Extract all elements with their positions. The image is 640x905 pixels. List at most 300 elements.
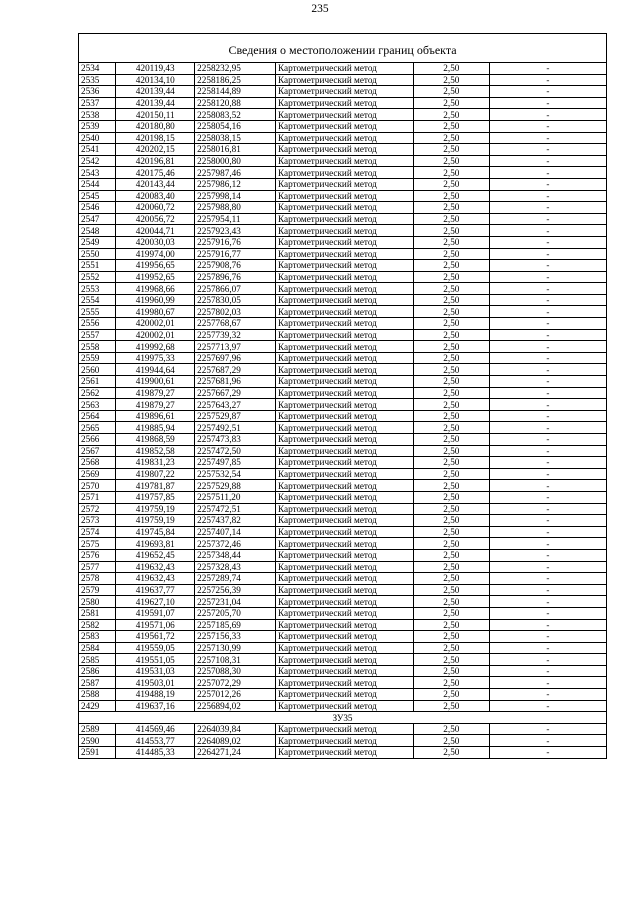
- coord-y: 2257986,12: [195, 178, 276, 190]
- coord-x: 420139,44: [116, 86, 195, 98]
- table-row: [79, 410, 607, 422]
- table-row: [79, 619, 607, 631]
- method: Картометрический метод: [276, 86, 414, 98]
- note: -: [489, 225, 606, 237]
- note: -: [489, 178, 606, 190]
- note: -: [489, 364, 606, 376]
- point-number: 2558: [79, 341, 116, 353]
- point-number: 2561: [79, 376, 116, 388]
- accuracy: 2,50: [413, 132, 489, 144]
- coord-x: 419831,23: [116, 457, 195, 469]
- coord-y: 2257511,20: [195, 491, 276, 503]
- point-number: 2559: [79, 352, 116, 364]
- method: Картометрический метод: [276, 236, 414, 248]
- point-number: 2566: [79, 434, 116, 446]
- note: -: [489, 607, 606, 619]
- table-row: [79, 167, 607, 179]
- coord-y: 2257908,76: [195, 260, 276, 272]
- coord-x: 419757,85: [116, 491, 195, 503]
- point-number: 2581: [79, 607, 116, 619]
- point-number: 2547: [79, 213, 116, 225]
- coord-y: 2257472,50: [195, 445, 276, 457]
- point-number: 2585: [79, 654, 116, 666]
- coord-y: 2258016,81: [195, 144, 276, 156]
- point-number: 2584: [79, 642, 116, 654]
- coord-x: 419879,27: [116, 387, 195, 399]
- coord-y: 2257739,32: [195, 329, 276, 341]
- point-number: 2570: [79, 480, 116, 492]
- note: -: [489, 468, 606, 480]
- point-number: 2537: [79, 97, 116, 109]
- table-row: [79, 271, 607, 283]
- coord-x: 420134,10: [116, 74, 195, 86]
- accuracy: 2,50: [413, 434, 489, 446]
- coord-y: 2257492,51: [195, 422, 276, 434]
- accuracy: 2,50: [413, 236, 489, 248]
- coord-y: 2257988,80: [195, 202, 276, 214]
- note: -: [489, 434, 606, 446]
- table-row: [79, 190, 607, 202]
- accuracy: 2,50: [413, 178, 489, 190]
- coord-y: 2257896,76: [195, 271, 276, 283]
- table-row: [79, 318, 607, 330]
- coord-y: 2257987,46: [195, 167, 276, 179]
- method: Картометрический метод: [276, 700, 414, 712]
- table-row: [79, 178, 607, 190]
- method: Картометрический метод: [276, 619, 414, 631]
- coord-x: 420119,43: [116, 63, 195, 75]
- note: -: [489, 376, 606, 388]
- accuracy: 2,50: [413, 607, 489, 619]
- method: Картометрический метод: [276, 735, 414, 747]
- table-row: [79, 677, 607, 689]
- accuracy: 2,50: [413, 120, 489, 132]
- accuracy: 2,50: [413, 306, 489, 318]
- accuracy: 2,50: [413, 202, 489, 214]
- accuracy: 2,50: [413, 677, 489, 689]
- method: Картометрический метод: [276, 213, 414, 225]
- accuracy: 2,50: [413, 63, 489, 75]
- table-row: [79, 503, 607, 515]
- point-number: 2540: [79, 132, 116, 144]
- note: -: [489, 422, 606, 434]
- coord-y: 2257130,99: [195, 642, 276, 654]
- note: -: [489, 248, 606, 260]
- note: -: [489, 202, 606, 214]
- coord-x: 419980,67: [116, 306, 195, 318]
- point-number: 2573: [79, 515, 116, 527]
- coord-x: 419852,58: [116, 445, 195, 457]
- table-row: [79, 74, 607, 86]
- accuracy: 2,50: [413, 341, 489, 353]
- method: Картометрический метод: [276, 294, 414, 306]
- point-number: 2579: [79, 584, 116, 596]
- table-row: [79, 457, 607, 469]
- point-number: 2588: [79, 689, 116, 701]
- method: Картометрический метод: [276, 271, 414, 283]
- coord-y: 2257231,04: [195, 596, 276, 608]
- point-number: 2569: [79, 468, 116, 480]
- accuracy: 2,50: [413, 596, 489, 608]
- accuracy: 2,50: [413, 86, 489, 98]
- accuracy: 2,50: [413, 584, 489, 596]
- table-row: [79, 747, 607, 759]
- table-row: [79, 109, 607, 121]
- coord-x: 419975,33: [116, 352, 195, 364]
- accuracy: 2,50: [413, 480, 489, 492]
- point-number: 2578: [79, 573, 116, 585]
- note: -: [489, 213, 606, 225]
- coord-y: 2264271,24: [195, 747, 276, 759]
- table-row: [79, 376, 607, 388]
- table-row: [79, 260, 607, 272]
- point-number: 2586: [79, 665, 116, 677]
- point-number: 2589: [79, 723, 116, 735]
- coord-x: 419632,43: [116, 561, 195, 573]
- coord-x: 419968,66: [116, 283, 195, 295]
- coord-x: 419960,99: [116, 294, 195, 306]
- point-number: 2590: [79, 735, 116, 747]
- coord-y: 2257923,43: [195, 225, 276, 237]
- coord-x: 419992,68: [116, 341, 195, 353]
- accuracy: 2,50: [413, 503, 489, 515]
- coord-y: 2258232,95: [195, 63, 276, 75]
- note: -: [489, 341, 606, 353]
- method: Картометрический метод: [276, 248, 414, 260]
- coord-x: 419559,05: [116, 642, 195, 654]
- section-label: ЗУ35: [79, 712, 607, 724]
- point-number: 2548: [79, 225, 116, 237]
- coord-x: 420030,03: [116, 236, 195, 248]
- coord-y: 2257830,05: [195, 294, 276, 306]
- method: Картометрический метод: [276, 155, 414, 167]
- method: Картометрический метод: [276, 190, 414, 202]
- method: Картометрический метод: [276, 422, 414, 434]
- table-row: [79, 538, 607, 550]
- page-number: 235: [311, 3, 329, 15]
- method: Картометрический метод: [276, 468, 414, 480]
- note: -: [489, 665, 606, 677]
- point-number: 2575: [79, 538, 116, 550]
- table-row: [79, 213, 607, 225]
- coord-x: 420002,01: [116, 329, 195, 341]
- coord-x: 419896,61: [116, 410, 195, 422]
- coord-y: 2257289,74: [195, 573, 276, 585]
- table-row: [79, 549, 607, 561]
- coord-x: 419637,16: [116, 700, 195, 712]
- table-row: [79, 526, 607, 538]
- point-number: 2546: [79, 202, 116, 214]
- coord-x: 419759,19: [116, 515, 195, 527]
- coord-y: 2257348,44: [195, 549, 276, 561]
- coord-y: 2257529,87: [195, 410, 276, 422]
- point-number: 2556: [79, 318, 116, 330]
- coord-x: 419879,27: [116, 399, 195, 411]
- accuracy: 2,50: [413, 654, 489, 666]
- point-number: 2553: [79, 283, 116, 295]
- point-number: 2567: [79, 445, 116, 457]
- point-number: 2574: [79, 526, 116, 538]
- coord-y: 2257713,97: [195, 341, 276, 353]
- table-row: [79, 329, 607, 341]
- table-row: [79, 132, 607, 144]
- method: Картометрический метод: [276, 341, 414, 353]
- method: Картометрический метод: [276, 480, 414, 492]
- method: Картометрический метод: [276, 352, 414, 364]
- accuracy: 2,50: [413, 376, 489, 388]
- point-number: 2583: [79, 631, 116, 643]
- method: Картометрический метод: [276, 503, 414, 515]
- coord-x: 419632,43: [116, 573, 195, 585]
- note: -: [489, 283, 606, 295]
- note: -: [489, 399, 606, 411]
- accuracy: 2,50: [413, 97, 489, 109]
- coord-x: 420202,15: [116, 144, 195, 156]
- table-row: [79, 642, 607, 654]
- table-row: [79, 491, 607, 503]
- coord-y: 2257916,76: [195, 236, 276, 248]
- note: -: [489, 480, 606, 492]
- note: -: [489, 491, 606, 503]
- table-row: [79, 155, 607, 167]
- table-row: [79, 689, 607, 701]
- point-number: 2544: [79, 178, 116, 190]
- coord-y: 2258186,25: [195, 74, 276, 86]
- accuracy: 2,50: [413, 747, 489, 759]
- point-number: 2587: [79, 677, 116, 689]
- method: Картометрический метод: [276, 260, 414, 272]
- coord-y: 2257156,33: [195, 631, 276, 643]
- note: -: [489, 549, 606, 561]
- point-number: 2565: [79, 422, 116, 434]
- coord-x: 419627,10: [116, 596, 195, 608]
- method: Картометрический метод: [276, 376, 414, 388]
- accuracy: 2,50: [413, 190, 489, 202]
- method: Картометрический метод: [276, 549, 414, 561]
- note: -: [489, 735, 606, 747]
- point-number: 2555: [79, 306, 116, 318]
- note: -: [489, 747, 606, 759]
- coord-y: 2258000,80: [195, 155, 276, 167]
- accuracy: 2,50: [413, 387, 489, 399]
- note: -: [489, 619, 606, 631]
- method: Картометрический метод: [276, 306, 414, 318]
- coord-x: 419561,72: [116, 631, 195, 643]
- table-row: [79, 236, 607, 248]
- note: -: [489, 271, 606, 283]
- coord-y: 2256894,02: [195, 700, 276, 712]
- accuracy: 2,50: [413, 526, 489, 538]
- coord-x: 419693,81: [116, 538, 195, 550]
- coord-x: 420150,11: [116, 109, 195, 121]
- accuracy: 2,50: [413, 74, 489, 86]
- note: -: [489, 63, 606, 75]
- coord-y: 2257529,88: [195, 480, 276, 492]
- table-row: [79, 665, 607, 677]
- note: -: [489, 445, 606, 457]
- note: -: [489, 538, 606, 550]
- accuracy: 2,50: [413, 561, 489, 573]
- method: Картометрический метод: [276, 723, 414, 735]
- method: Картометрический метод: [276, 109, 414, 121]
- coord-y: 2257407,14: [195, 526, 276, 538]
- coord-y: 2257088,30: [195, 665, 276, 677]
- note: -: [489, 387, 606, 399]
- method: Картометрический метод: [276, 97, 414, 109]
- method: Картометрический метод: [276, 120, 414, 132]
- coord-y: 2257998,14: [195, 190, 276, 202]
- method: Картометрический метод: [276, 144, 414, 156]
- accuracy: 2,50: [413, 689, 489, 701]
- coord-x: 419952,65: [116, 271, 195, 283]
- note: -: [489, 573, 606, 585]
- accuracy: 2,50: [413, 364, 489, 376]
- coord-x: 414553,77: [116, 735, 195, 747]
- point-number: 2563: [79, 399, 116, 411]
- method: Картометрический метод: [276, 283, 414, 295]
- accuracy: 2,50: [413, 631, 489, 643]
- method: Картометрический метод: [276, 561, 414, 573]
- note: -: [489, 132, 606, 144]
- method: Картометрический метод: [276, 631, 414, 643]
- point-number: 2564: [79, 410, 116, 422]
- point-number: 2557: [79, 329, 116, 341]
- method: Картометрический метод: [276, 607, 414, 619]
- coord-y: 2264089,02: [195, 735, 276, 747]
- method: Картометрический метод: [276, 132, 414, 144]
- coord-y: 2257916,77: [195, 248, 276, 260]
- coord-x: 419503,01: [116, 677, 195, 689]
- coord-x: 419759,19: [116, 503, 195, 515]
- note: -: [489, 236, 606, 248]
- table-row: [79, 480, 607, 492]
- coord-x: 420143,44: [116, 178, 195, 190]
- table-row: [79, 422, 607, 434]
- table-row: [79, 202, 607, 214]
- method: Картометрический метод: [276, 63, 414, 75]
- point-number: 2543: [79, 167, 116, 179]
- accuracy: 2,50: [413, 283, 489, 295]
- accuracy: 2,50: [413, 723, 489, 735]
- note: -: [489, 642, 606, 654]
- note: -: [489, 294, 606, 306]
- coord-x: 414569,46: [116, 723, 195, 735]
- table-row: [79, 63, 607, 75]
- table-row: [79, 631, 607, 643]
- table-row: [79, 97, 607, 109]
- point-number: 2536: [79, 86, 116, 98]
- coord-x: 419885,94: [116, 422, 195, 434]
- point-number: 2429: [79, 700, 116, 712]
- table-row: [79, 515, 607, 527]
- point-number: 2534: [79, 63, 116, 75]
- coord-y: 2258120,88: [195, 97, 276, 109]
- method: Картометрический метод: [276, 202, 414, 214]
- table-row: [79, 399, 607, 411]
- note: -: [489, 190, 606, 202]
- coord-x: 419571,06: [116, 619, 195, 631]
- accuracy: 2,50: [413, 642, 489, 654]
- method: Картометрический метод: [276, 747, 414, 759]
- note: -: [489, 689, 606, 701]
- method: Картометрический метод: [276, 677, 414, 689]
- table-row: [79, 144, 607, 156]
- table-row: [79, 434, 607, 446]
- coord-y: 2257866,07: [195, 283, 276, 295]
- coord-y: 2264039,84: [195, 723, 276, 735]
- note: -: [489, 86, 606, 98]
- method: Картометрический метод: [276, 515, 414, 527]
- accuracy: 2,50: [413, 294, 489, 306]
- note: -: [489, 74, 606, 86]
- note: -: [489, 352, 606, 364]
- point-number: 2562: [79, 387, 116, 399]
- note: -: [489, 155, 606, 167]
- point-number: 2554: [79, 294, 116, 306]
- accuracy: 2,50: [413, 549, 489, 561]
- coord-x: 419781,87: [116, 480, 195, 492]
- accuracy: 2,50: [413, 457, 489, 469]
- point-number: 2550: [79, 248, 116, 260]
- coord-y: 2257012,26: [195, 689, 276, 701]
- coord-y: 2257328,43: [195, 561, 276, 573]
- table-row: [79, 584, 607, 596]
- coord-y: 2257697,96: [195, 352, 276, 364]
- note: -: [489, 167, 606, 179]
- coord-y: 2257643,27: [195, 399, 276, 411]
- method: Картометрический метод: [276, 491, 414, 503]
- coord-x: 420083,40: [116, 190, 195, 202]
- accuracy: 2,50: [413, 422, 489, 434]
- coord-x: 419956,65: [116, 260, 195, 272]
- coord-y: 2257667,29: [195, 387, 276, 399]
- point-number: 2551: [79, 260, 116, 272]
- note: -: [489, 677, 606, 689]
- method: Картометрический метод: [276, 445, 414, 457]
- table-row: [79, 735, 607, 747]
- table-row: [79, 248, 607, 260]
- point-number: 2552: [79, 271, 116, 283]
- boundary-table: [78, 33, 607, 759]
- table-row: [79, 596, 607, 608]
- accuracy: 2,50: [413, 399, 489, 411]
- table-row: [79, 607, 607, 619]
- accuracy: 2,50: [413, 213, 489, 225]
- note: -: [489, 503, 606, 515]
- coord-x: 420139,44: [116, 97, 195, 109]
- coord-x: 419745,84: [116, 526, 195, 538]
- coord-x: 419652,45: [116, 549, 195, 561]
- accuracy: 2,50: [413, 318, 489, 330]
- accuracy: 2,50: [413, 109, 489, 121]
- coord-y: 2257185,69: [195, 619, 276, 631]
- accuracy: 2,50: [413, 155, 489, 167]
- coord-y: 2257954,11: [195, 213, 276, 225]
- coord-y: 2257687,29: [195, 364, 276, 376]
- note: -: [489, 584, 606, 596]
- coord-y: 2257768,67: [195, 318, 276, 330]
- method: Картометрический метод: [276, 584, 414, 596]
- coord-x: 419531,03: [116, 665, 195, 677]
- note: -: [489, 109, 606, 121]
- coord-x: 419591,07: [116, 607, 195, 619]
- point-number: 2549: [79, 236, 116, 248]
- coord-y: 2257205,70: [195, 607, 276, 619]
- method: Картометрический метод: [276, 74, 414, 86]
- section-row: [79, 712, 607, 724]
- table-title: Сведения о местоположении границ объекта: [79, 34, 607, 63]
- accuracy: 2,50: [413, 352, 489, 364]
